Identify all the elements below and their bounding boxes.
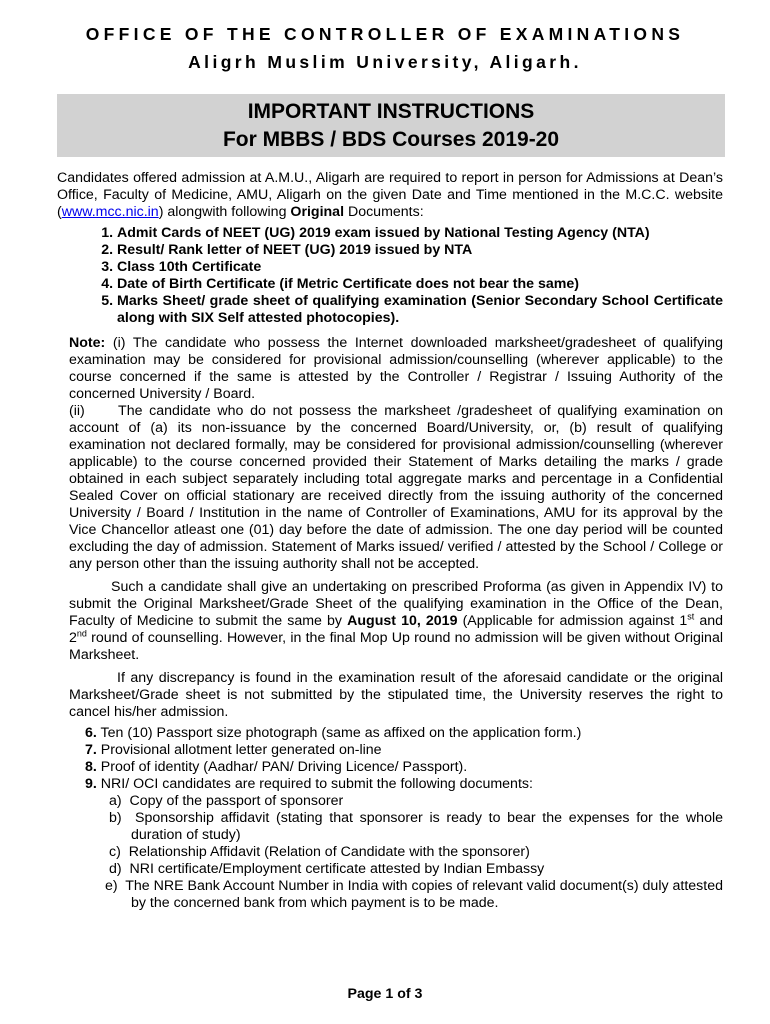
title-line-1: IMPORTANT INSTRUCTIONS bbox=[247, 100, 535, 123]
note-text-1: (i) The candidate who possess the Internet downloaded marksheet/gradesheet of qualifying examination may be considered for provisional admission/counselling (wherever applicable) to the course concerned if the same is attested by the Controller / Registrar / Issuing Authority of the concerned University / Board. bbox=[69, 335, 723, 402]
item-number: 7. bbox=[85, 742, 97, 758]
list-item: c) Relationship Affidavit (Relation of Candidate with the sponsorer) bbox=[109, 844, 530, 860]
mcc-website-link[interactable]: www.mcc.nic.in bbox=[61, 204, 159, 220]
item-number: 6. bbox=[85, 725, 97, 741]
university-heading: Aligrh Muslim University, Aligarh. bbox=[188, 52, 582, 72]
list-item bbox=[57, 759, 723, 776]
undertaking-paragraph bbox=[57, 579, 723, 664]
intro-text-2: ) alongwith following bbox=[158, 204, 291, 220]
superscript-nd: nd bbox=[76, 628, 87, 639]
superscript-st: st bbox=[687, 611, 695, 622]
list-item bbox=[57, 776, 723, 793]
title-line-2: For MBBS / BDS Courses 2019-20 bbox=[222, 128, 560, 151]
note-paragraph-2: (ii) The candidate who do not possess the marksheet /gradesheet of qualifying examination on account of (a) its non-issuance by the concerned Board/University, or, (b) result of qualifying examination not declared formally, may be considered for provisional admission/counselling (wherever applicable) to the course concerned provided their Statement of Marks detailing the marks / grade obtained in each subject separately including total aggregate marks and percentage in a Confidential Sealed Cover on official stationary are received directly from the issuing authority of the concerned University / Board / Institution in the name of Controller of Examinations, AMU for its approval by the Vice Chancellor atleast one (01) day before the date of admission. The one day period will be counted excluding the day of admission. Statement of Marks issued/ verified / attested by the School / College or any person other than the issuing authority shall not be accepted. bbox=[69, 403, 727, 572]
title-box bbox=[57, 94, 725, 157]
list-item: e) The NRE Bank Account Number in India with copies of relevant valid document(s) duly attested by the concerned bank from which payment is to be made. bbox=[105, 878, 727, 911]
office-heading: OFFICE OF THE CONTROLLER OF EXAMINATIONS bbox=[85, 24, 685, 44]
intro-text-end: Documents: bbox=[344, 204, 424, 220]
note-paragraph-1 bbox=[57, 335, 723, 403]
document-body bbox=[57, 170, 727, 912]
list-item bbox=[57, 725, 723, 742]
intro-bold-word: Original bbox=[290, 204, 345, 220]
nri-documents-list bbox=[57, 793, 727, 912]
intro-text: Candidates offered admission at A.M.U., Aligarh are required to report in person for Admissions at Dean’s Office, Faculty of Medicine, AMU, Aligarh on the given Date and Time mentioned in the M.C.C. website ( bbox=[57, 170, 723, 220]
list-item: 4. Date of Birth Certificate (if Metric Certificate does not bear the same) bbox=[117, 276, 723, 293]
list-item: a) Copy of the passport of sponsorer bbox=[109, 793, 344, 809]
item-text: NRI/ OCI candidates are required to submit the following documents: bbox=[96, 776, 533, 792]
discrepancy-paragraph: If any discrepancy is found in the examination result of the aforesaid candidate or the original Marksheet/Grade sheet is not submitted by the stipulated time, the University reserves the right to cancel his/her admission. bbox=[69, 670, 723, 720]
undertaking-text-4: round of counselling. However, in the final Mop Up round no admission will be given without Original Marksheet. bbox=[69, 630, 723, 663]
additional-documents-list bbox=[57, 725, 723, 793]
item-number: 9. bbox=[85, 776, 97, 792]
undertaking-text-2: (Applicable for admission against 1 bbox=[457, 613, 688, 629]
original-documents-list bbox=[57, 225, 723, 327]
undertaking-text-3: and 2 bbox=[69, 613, 724, 646]
item-text: Proof of identity (Aadhar/ PAN/ Driving Licence/ Passport). bbox=[96, 759, 468, 775]
item-text: Provisional allotment letter generated on-line bbox=[96, 742, 382, 758]
undertaking-text-1: Such a candidate shall give an undertaking on prescribed Proforma (as given in Appendix IV) to submit the Original Marksheet/Grade Sheet of the qualifying examination in the Office of the Dean, Faculty of Medicine to submit the same by bbox=[69, 579, 723, 629]
item-text: Ten (10) Passport size photograph (same as affixed on the application form.) bbox=[96, 725, 582, 741]
list-item: 3. Class 10th Certificate bbox=[117, 259, 723, 276]
list-item: d) NRI certificate/Employment certificate attested by Indian Embassy bbox=[109, 861, 545, 877]
list-item: 1. Admit Cards of NEET (UG) 2019 exam issued by National Testing Agency (NTA) bbox=[117, 225, 723, 242]
list-item: 5. Marks Sheet/ grade sheet of qualifying examination (Senior Secondary School Certificate along with SIX Self attested photocopies). bbox=[117, 293, 723, 327]
item-number: 8. bbox=[85, 759, 97, 775]
list-item: 2. Result/ Rank letter of NEET (UG) 2019 issued by NTA bbox=[117, 242, 723, 259]
note-label: Note: bbox=[69, 335, 106, 351]
page-number: Page 1 of 3 bbox=[347, 986, 423, 1002]
intro-paragraph bbox=[57, 170, 723, 221]
list-item bbox=[57, 742, 723, 759]
list-item: b) Sponsorship affidavit (stating that sponsorer is ready to bear the expenses for the whole duration of study) bbox=[109, 810, 727, 843]
undertaking-date: August 10, 2019 bbox=[347, 613, 458, 629]
